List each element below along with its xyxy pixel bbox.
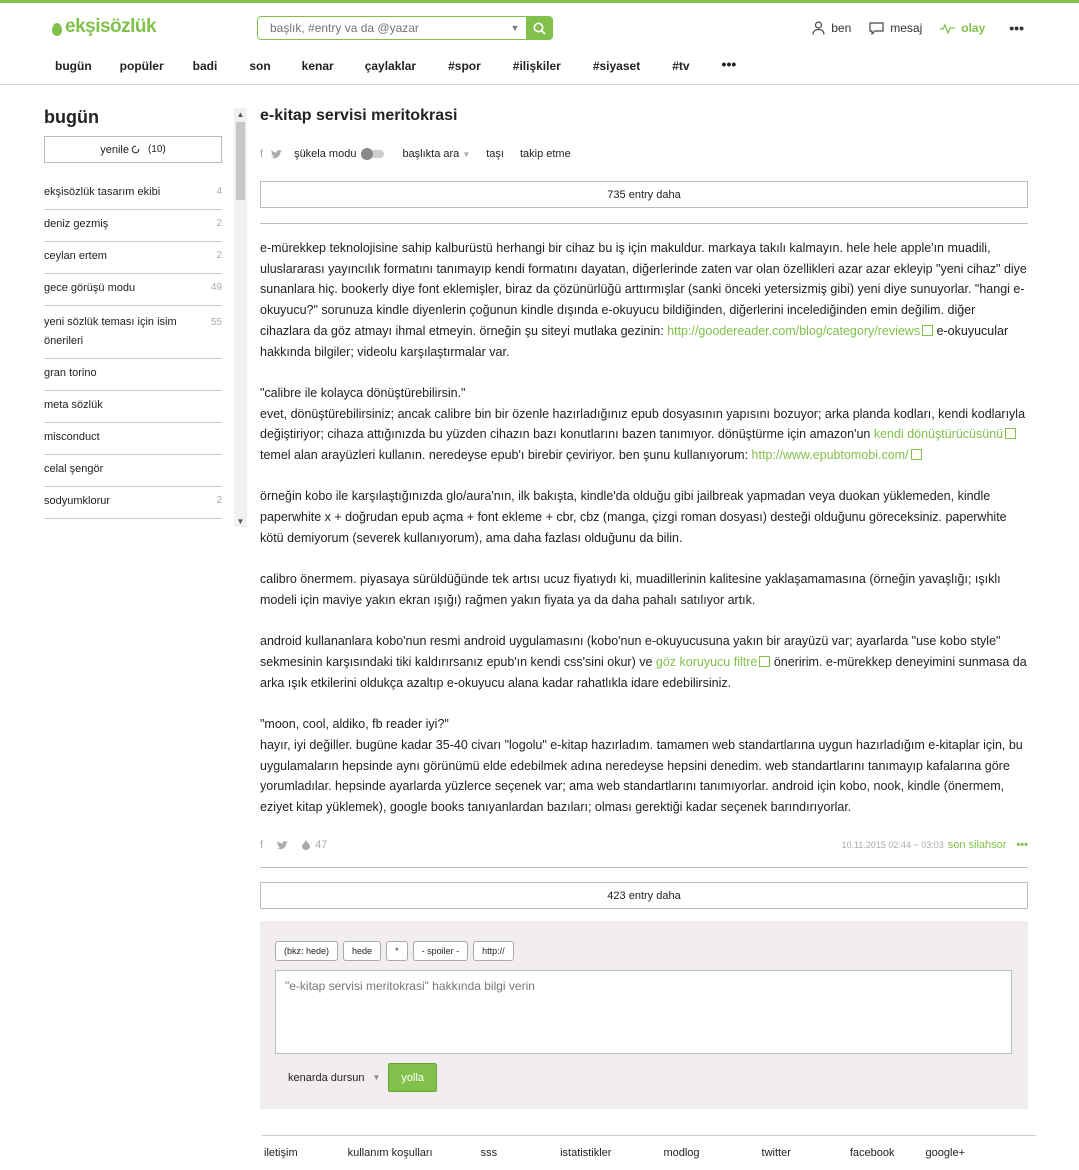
facebook-icon[interactable]: f bbox=[260, 839, 264, 852]
entry-editor bbox=[260, 921, 1028, 1109]
header bbox=[0, 3, 1079, 85]
twitter-icon[interactable] bbox=[271, 150, 282, 159]
topic-toolbar bbox=[260, 147, 1028, 161]
footer-link-twitter[interactable]: twitter bbox=[761, 1147, 791, 1159]
sidebar-item-count: 2 bbox=[216, 495, 222, 506]
sidebar-item-label: meta sözlük bbox=[44, 399, 103, 411]
search-in-topic-label: başlıkta ara bbox=[402, 148, 460, 160]
entry-text: android kullananlara kobo'nun resmi android uygulamasını (kobo'nun e-okuyucusuna yakın bir arayüzü var; ayarlarda "use kobo style" sekmesinin karşısındaki tiki kaldırırsanız epub'ın kendi css'sini okur) ve bbox=[260, 634, 1001, 669]
sidebar-scrollbar[interactable] bbox=[234, 108, 247, 527]
follow-button[interactable]: takip etme bbox=[519, 148, 571, 160]
message-icon bbox=[869, 22, 884, 35]
sidebar-item-count: 2 bbox=[216, 218, 222, 229]
sidebar-item-label: sodyumklorur bbox=[44, 495, 111, 507]
footer-link-facebook[interactable]: facebook bbox=[849, 1147, 895, 1159]
sidebar-item[interactable] bbox=[44, 210, 222, 242]
editor-actions bbox=[275, 1063, 1013, 1092]
refresh-icon bbox=[131, 145, 140, 154]
entry-paragraph bbox=[260, 238, 1028, 362]
sidebar-item-label: ekşisözlük tasarım ekibi bbox=[44, 186, 161, 198]
topic-nav bbox=[55, 56, 737, 73]
entry-author[interactable]: son silahsor bbox=[947, 839, 1007, 852]
nav-olay-label: olay bbox=[961, 21, 986, 35]
user-nav bbox=[794, 20, 1024, 36]
sidebar-list bbox=[44, 178, 222, 573]
sidebar-item[interactable] bbox=[44, 487, 222, 519]
nav-ben[interactable] bbox=[812, 21, 851, 35]
footer-link-modlog[interactable]: modlog bbox=[663, 1147, 700, 1159]
main-content bbox=[260, 105, 1028, 1109]
scrollbar-thumb[interactable] bbox=[236, 122, 245, 200]
chevron-down-icon: ▼ bbox=[462, 150, 471, 159]
entry-text: evet, dönüştürebilirsiniz; ancak calibre bin bir özenle hazırladığınız epub dosyasının yapısını bozuyor; arka planda kodları, kendi kodlarıyla değiştiriyor; cihaza attığınızda bu yüzden cihazın bazı konutlarını bazen tanımıyor. dönüştürme için amazon'un bbox=[260, 406, 1026, 442]
entry-more-dots-icon[interactable]: ••• bbox=[1016, 839, 1028, 852]
footer-link-sss[interactable]: sss bbox=[480, 1147, 498, 1159]
sidebar-item[interactable] bbox=[44, 359, 222, 391]
draft-mode-select[interactable]: kenarda dursun bbox=[288, 1071, 365, 1084]
sidebar-item-count: 55 bbox=[210, 317, 222, 328]
entry-link-epubtomobi[interactable] bbox=[752, 448, 922, 462]
topic-nav-more-dots-icon[interactable]: ••• bbox=[721, 56, 737, 72]
link-button[interactable]: http:// bbox=[473, 941, 514, 961]
entry-meta bbox=[842, 839, 1028, 851]
sidebar bbox=[44, 105, 222, 573]
nav-ben-label: ben bbox=[831, 21, 852, 35]
show-more-entries-after[interactable]: 423 entry daha bbox=[260, 882, 1028, 909]
scroll-down-arrow-icon[interactable]: ▼ bbox=[236, 517, 245, 526]
external-link-icon bbox=[1005, 428, 1016, 439]
refresh-count: (10) bbox=[147, 144, 166, 155]
refresh-button[interactable] bbox=[44, 136, 222, 163]
scroll-up-arrow-icon[interactable]: ▲ bbox=[236, 110, 245, 119]
editor-toolbar bbox=[275, 941, 1013, 961]
divider bbox=[260, 223, 1028, 224]
nav-mesaj-label: mesaj bbox=[890, 21, 923, 35]
entry-footer bbox=[260, 835, 1028, 855]
entry-link-text: kendi dönüştürücüsünü bbox=[873, 427, 1004, 442]
footer-link-terms[interactable]: kullanım koşulları bbox=[347, 1147, 433, 1159]
entry-paragraph: calibro önermem. piyasaya sürüldüğünde tek artısı ucuz fiyatıydı ki, muadillerinin kalitesine yaklaşamamasına (örneğin yavaşlığı; ışıklı modeli için maviye yakın ekran ışığı) rağmen yakın fiyata ya da daha pahalı satılıyor artık. bbox=[260, 572, 1001, 607]
hede-button[interactable]: hede bbox=[343, 941, 381, 961]
refresh-label: yenile bbox=[100, 143, 129, 156]
logo-drop-icon bbox=[52, 23, 62, 36]
sidebar-item-label: ceylan ertem bbox=[44, 250, 107, 262]
footer-link-stats[interactable]: istatistikler bbox=[560, 1147, 612, 1159]
sidebar-item-count: 49 bbox=[210, 282, 222, 293]
sidebar-item-count: 2 bbox=[216, 250, 222, 261]
topic-nav-siyaset[interactable]: #siyaset bbox=[592, 59, 641, 73]
search-box bbox=[257, 16, 553, 40]
entry-quote: "calibre ile kolayca dönüştürebilirsin." bbox=[260, 385, 466, 400]
sidebar-item[interactable] bbox=[44, 423, 222, 455]
sidebar-item[interactable] bbox=[44, 242, 222, 274]
chevron-down-icon[interactable]: ▼ bbox=[372, 1073, 381, 1083]
topic-nav-bugun[interactable]: bugün bbox=[55, 59, 92, 73]
search-in-topic-button[interactable] bbox=[402, 148, 470, 160]
favorite-drop-icon[interactable] bbox=[302, 840, 310, 850]
search-input[interactable] bbox=[258, 17, 504, 39]
user-icon bbox=[812, 21, 825, 35]
entry-paragraph bbox=[260, 383, 1028, 466]
star-button[interactable]: * bbox=[386, 941, 408, 961]
show-more-entries-before[interactable]: 735 entry daha bbox=[260, 181, 1028, 208]
footer-link-googleplus[interactable]: google+ bbox=[925, 1147, 965, 1159]
entry-quote: "moon, cool, aldiko, fb reader iyi?" bbox=[260, 717, 449, 732]
sidebar-item[interactable] bbox=[44, 178, 222, 210]
sidebar-item-label: yeni sözlük teması için isim önerileri bbox=[44, 316, 177, 347]
search-button[interactable] bbox=[526, 17, 552, 39]
sidebar-title: bugün bbox=[44, 107, 99, 127]
entry-textarea-placeholder: "e-kitap servisi meritokrasi" hakkında bilgi verin bbox=[285, 979, 535, 994]
external-link-icon bbox=[759, 656, 770, 667]
nav-mesaj[interactable] bbox=[869, 21, 922, 35]
entry-link-kindlegen[interactable] bbox=[874, 427, 1016, 441]
site-logo[interactable] bbox=[52, 16, 156, 38]
entry-link-text: http://goodereader.com/blog/category/reviews bbox=[667, 323, 921, 338]
bkz-button[interactable]: (bkz: hede) bbox=[275, 941, 338, 961]
sidebar-item-label: gece görüşü modu bbox=[44, 282, 136, 294]
search-icon bbox=[533, 22, 546, 35]
topic-nav-tv[interactable]: #tv bbox=[672, 59, 690, 73]
entry-text: e-okuyucular hakkında bilgiler; videolu karşılaştırmalar var. bbox=[260, 323, 1009, 359]
entry-text: temel alan arayüzleri kullanın. neredeyse epub'ı birebir çeviriyor. ben şunu kullanıyorum: bbox=[260, 448, 752, 463]
sidebar-item-label: misconduct bbox=[44, 431, 100, 443]
topic-title[interactable]: e-kitap servisi meritokrasi bbox=[260, 107, 458, 124]
topic-nav-son[interactable]: son bbox=[249, 59, 271, 73]
search-options-arrow-icon[interactable]: ▼ bbox=[510, 23, 520, 33]
topic-nav-spor[interactable]: #spor bbox=[448, 59, 481, 73]
entry-link-goodereader[interactable] bbox=[667, 324, 933, 338]
entry-actions bbox=[260, 839, 341, 851]
footer bbox=[262, 1135, 1036, 1159]
twitter-icon[interactable] bbox=[277, 841, 288, 850]
logo-text: ekşisözlük bbox=[65, 16, 157, 37]
sidebar-item-label: deniz gezmiş bbox=[44, 218, 109, 230]
topic-nav-iliskiler[interactable]: #ilişkiler bbox=[512, 59, 561, 73]
entry-paragraph: örneğin kobo ile karşılaştığınızda glo/aura'nın, ilk bakışta, kindle'da olduğu gibi jailbreak yapmadan veya duokan yüklemeden, kindle paperwhite x + doğrudan epub açma + font ekleme + cbr, cbz (manga, çizgi roman dosyası) desteği olduğunu göreceksiniz. paperwhite kötü demiyorum (severek kullanıyorum), ama daha fazlası olduğunu da bilin. bbox=[260, 489, 1007, 545]
move-button[interactable]: taşı bbox=[486, 148, 504, 160]
nav-more-dots-icon[interactable]: ••• bbox=[1009, 20, 1024, 36]
sidebar-item-label: gran torino bbox=[44, 367, 97, 379]
sukela-mode-toggle[interactable] bbox=[362, 150, 384, 158]
nav-olay[interactable] bbox=[940, 21, 985, 35]
entry-paragraph bbox=[260, 631, 1028, 693]
entry-textarea[interactable] bbox=[275, 970, 1012, 1054]
favorite-count[interactable]: 47 bbox=[315, 839, 328, 852]
entry-link-text: göz koruyucu filtre bbox=[655, 655, 758, 669]
entry-text: öneririm. e-mürekkep deneyimini sunmasa da arka ışık etkilerini oldukça azaltıp e-okuyucu alana kadar rahatlıkla idare edebilirsiniz. bbox=[260, 655, 1027, 690]
sidebar-item[interactable] bbox=[44, 455, 222, 487]
activity-icon bbox=[940, 23, 955, 34]
topic-nav-caylaklar[interactable]: çaylaklar bbox=[364, 59, 417, 73]
sidebar-item[interactable] bbox=[44, 391, 222, 423]
external-link-icon bbox=[922, 325, 933, 336]
entry-text: e-mürekkep teknolojisine sahip kalburüstü herhangi bir cihaz bu iş için makuldur. markaya takılı kalmayın. hele hele apple'ın muadili, uluslararası yayıncılık formatını tanımayıp kendi formatını dayatan, diğerlerinde zaten var olan özellikleri azar azar ekleyip "yeni cihaz" diye sunanlara hiç. bookerly diye font eklemişler, biraz da çözünürlüğü arttırmışlar (sanki önceki yetersizmiş gibi) yeni diye sunuyorlar. "hangi e-okuyucu?" sorunuza kindle diyenlerin çoğunun kindle dışında e-okuyucu bildiğinden, diğerlerini incelediğinden emin değilim. diğer cihazlara da göz atmayı ihmal etmeyin. örneğin şu siteyi mutlaka gezinin: bbox=[260, 241, 1027, 338]
entry-text: hayır, iyi değiller. bugüne kadar 35-40 civarı "logolu" e-kitap hazırladım. tamamen web standartlarına uygun hazırladığım e-kitaplar için, bu uygulamaların hepsinde aynı görünümü elde edebilmek adına neredeyse hepsini denedim. web standartlarını tanımayıp kafalarına göre yorumladılar. hepsinde ayarlarda yüzlerce seçenek var; ama web standartlarını tanımıyorlar. android için kobo, nook, kindle (önermem, eziyet kitap yüklemek), google books tanıyanlardan bazıları; olması gerektiği kadar seçenek barındırıyorlar. bbox=[260, 737, 1023, 814]
sidebar-item-count: 4 bbox=[216, 186, 222, 197]
sidebar-item-label: celal şengör bbox=[44, 463, 104, 475]
divider bbox=[260, 867, 1028, 868]
send-button[interactable]: yolla bbox=[388, 1063, 437, 1092]
external-link-icon bbox=[911, 449, 922, 460]
entry-link-filter[interactable] bbox=[656, 655, 770, 669]
footer-link-iletisim[interactable]: iletişim bbox=[264, 1147, 298, 1159]
topic-nav-populer[interactable]: popüler bbox=[119, 59, 164, 73]
spoiler-button[interactable]: - spoiler - bbox=[413, 941, 469, 961]
topic-nav-kenar[interactable]: kenar bbox=[301, 59, 334, 73]
sidebar-item[interactable] bbox=[44, 274, 222, 306]
entry-paragraph bbox=[260, 714, 1028, 818]
sukela-mode-label: şükela modu bbox=[294, 148, 357, 160]
topic-nav-badi[interactable]: badi bbox=[192, 59, 218, 73]
facebook-icon[interactable]: f bbox=[260, 148, 264, 160]
entry-content bbox=[260, 238, 1028, 818]
sidebar-item[interactable] bbox=[44, 306, 222, 359]
entry-link-text: http://www.epubtomobi.com/ bbox=[751, 448, 909, 463]
entry-date[interactable]: 10.11.2015 02:44 ~ 03:03 bbox=[841, 840, 944, 851]
